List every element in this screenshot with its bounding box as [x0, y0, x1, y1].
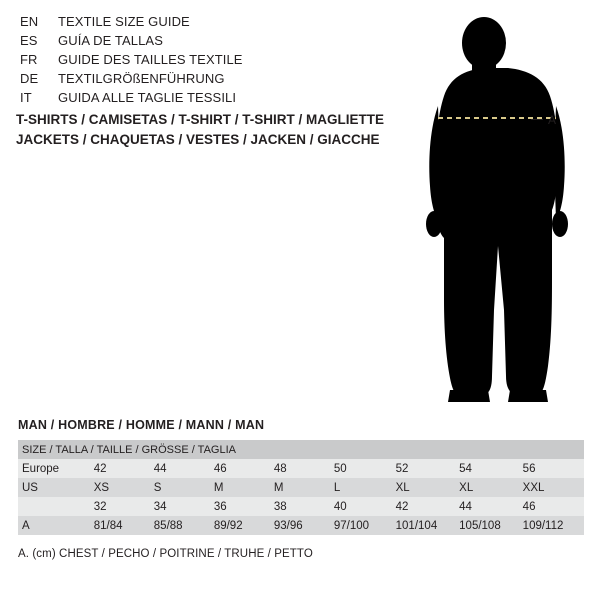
cell: 93/96 — [272, 516, 332, 535]
table-row — [18, 516, 584, 535]
cell: XL — [457, 478, 521, 497]
language-row — [20, 33, 400, 52]
table-header-row — [18, 440, 584, 459]
cell: M — [212, 478, 272, 497]
cell: 54 — [457, 459, 521, 478]
cell: 44 — [152, 459, 212, 478]
category-list — [16, 110, 416, 150]
language-text: GUIDA ALLE TAGLIE TESSILI — [58, 90, 237, 105]
cell: XXL — [521, 478, 584, 497]
cell: 32 — [92, 497, 152, 516]
cell: 85/88 — [152, 516, 212, 535]
cell: 42 — [394, 497, 458, 516]
table-row — [18, 459, 584, 478]
category-tshirts: T-SHIRTS / CAMISETAS / T-SHIRT / T-SHIRT / MAGLIETTE — [16, 112, 385, 127]
cell: 52 — [394, 459, 458, 478]
language-row — [20, 14, 400, 33]
row-label — [18, 497, 92, 516]
cell: 46 — [521, 497, 584, 516]
table-row — [18, 478, 584, 497]
language-text: GUIDE DES TAILLES TEXTILE — [58, 52, 243, 67]
language-row — [20, 90, 400, 109]
cell: 89/92 — [212, 516, 272, 535]
language-row — [20, 52, 400, 71]
cell: 109/112 — [521, 516, 584, 535]
language-code: IT — [20, 90, 32, 105]
language-code: ES — [20, 33, 38, 48]
cell: 105/108 — [457, 516, 521, 535]
table-header-label: SIZE / TALLA / TAILLE / GRÖSSE / TAGLIA — [18, 440, 584, 459]
cell: L — [332, 478, 394, 497]
language-row — [20, 71, 400, 90]
cell: S — [152, 478, 212, 497]
row-label: US — [18, 478, 92, 497]
cell: 36 — [212, 497, 272, 516]
cell: 44 — [457, 497, 521, 516]
silhouette-icon — [400, 10, 600, 410]
language-code: FR — [20, 52, 38, 67]
row-label: Europe — [18, 459, 92, 478]
cell: 38 — [272, 497, 332, 516]
table-row — [18, 497, 584, 516]
language-text: TEXTILGRÖßENFÜHRUNG — [58, 71, 225, 86]
cell: 42 — [92, 459, 152, 478]
cell: XL — [394, 478, 458, 497]
cell: 40 — [332, 497, 394, 516]
cell: 48 — [272, 459, 332, 478]
cell: XS — [92, 478, 152, 497]
cell: 50 — [332, 459, 394, 478]
cell: 81/84 — [92, 516, 152, 535]
language-code: EN — [20, 14, 39, 29]
figure-man-silhouette — [400, 10, 600, 410]
callout-dash-icon — [531, 119, 543, 120]
language-text: TEXTILE SIZE GUIDE — [58, 14, 190, 29]
language-code: DE — [20, 71, 39, 86]
language-text: GUÍA DE TALLAS — [58, 33, 163, 48]
category-jackets: JACKETS / CHAQUETAS / VESTES / JACKEN / GIACCHE — [16, 132, 380, 147]
cell: 34 — [152, 497, 212, 516]
cell: 97/100 — [332, 516, 394, 535]
cell: 56 — [521, 459, 584, 478]
language-list — [20, 14, 400, 109]
row-label: A — [18, 516, 92, 535]
cell: 46 — [212, 459, 272, 478]
callout-label-a: A — [548, 113, 557, 127]
table-title: MAN / HOMBRE / HOMME / MANN / MAN — [18, 418, 265, 432]
footnote: A. (cm) CHEST / PECHO / POITRINE / TRUHE / PETTO — [18, 548, 313, 560]
cell: M — [272, 478, 332, 497]
size-table — [18, 440, 584, 535]
cell: 101/104 — [394, 516, 458, 535]
